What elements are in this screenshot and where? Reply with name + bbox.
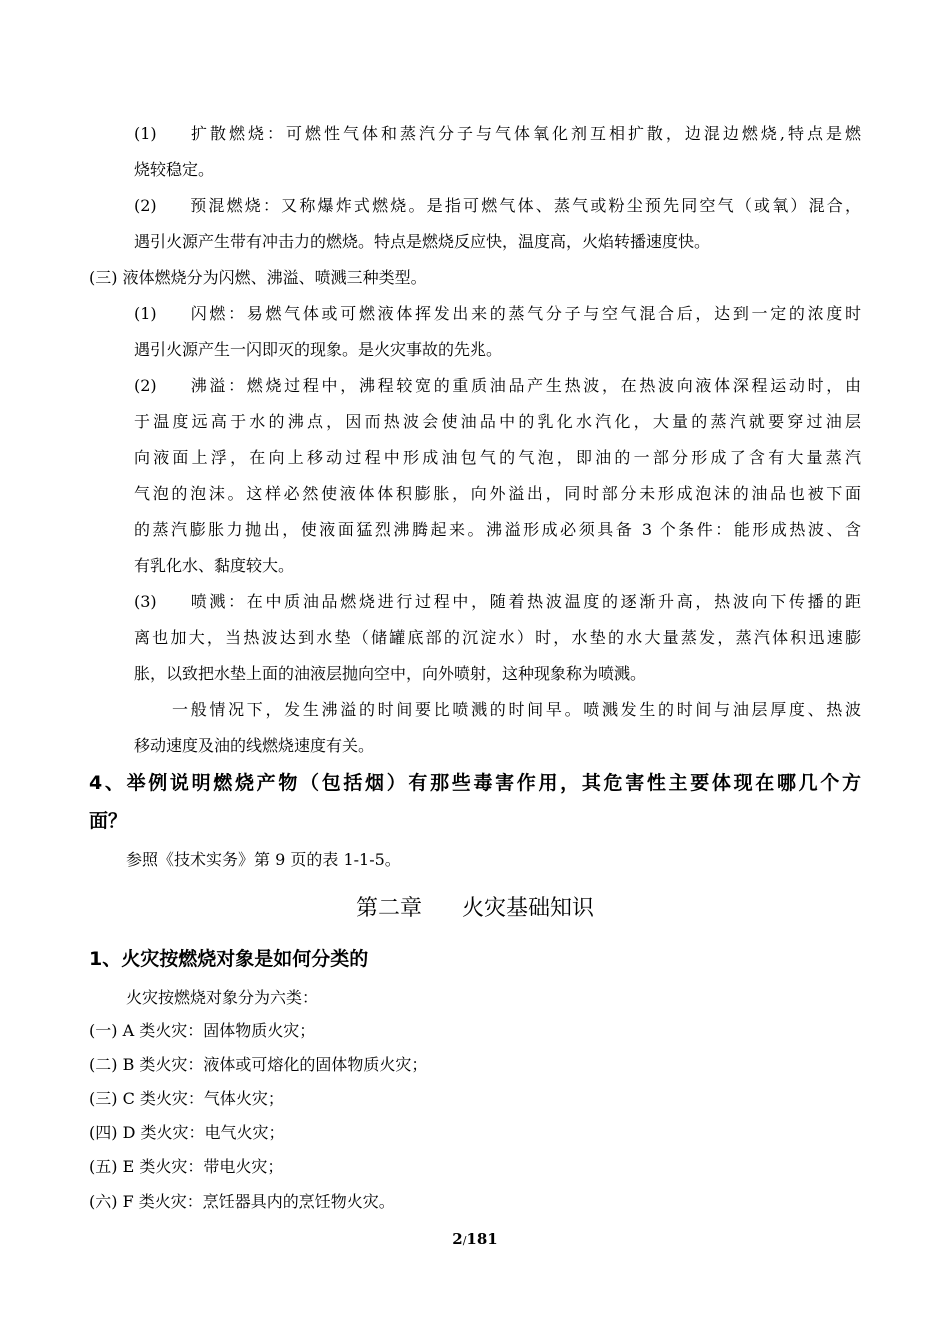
page-number bbox=[0, 1229, 950, 1251]
item-marker: (2) bbox=[134, 376, 157, 395]
chapter2-question-1: 1、火灾按燃烧对象是如何分类的 bbox=[89, 948, 369, 970]
para-premix-line1: (2) 预混燃烧：又称爆炸式燃烧。是指可燃气体、蒸气或粉尘预先同空气（或氧）混合， bbox=[134, 196, 861, 215]
para-flash-line2: 遇引火源产生一闪即灭的现象。是火灾事故的先兆。 bbox=[134, 340, 503, 359]
para-note-line2: 移动速度及油的线燃烧速度有关。 bbox=[134, 736, 375, 755]
question-4-answer: 参照《技术实务》第 9 页的表 1-1-5。 bbox=[126, 850, 401, 869]
question-4-line1: 4、举例说明燃烧产物（包括烟）有那些毒害作用，其危害性主要体现在哪几个方 bbox=[89, 772, 861, 794]
item-marker: (3) bbox=[134, 592, 157, 611]
list-item: (二) B 类火灾：液体或可熔化的固体物质火灾； bbox=[89, 1055, 428, 1074]
chapter-title bbox=[0, 895, 950, 923]
para-boilover-line2: 于温度远高于水的沸点，因而热波会使油品中的乳化水汽化，大量的蒸汽就要穿过油层 bbox=[134, 412, 861, 431]
para-note-line1: 一般情况下，发生沸溢的时间要比喷溅的时间早。喷溅发生的时间与油层厚度、热波 bbox=[172, 700, 861, 719]
para-boilover-line1: (2) 沸溢：燃烧过程中，沸程较宽的重质油品产生热波，在热波向液体深程运动时，由 bbox=[134, 376, 861, 395]
classification-intro: 火灾按燃烧对象分为六类： bbox=[126, 988, 319, 1007]
item-marker: (1) bbox=[134, 304, 157, 323]
chapter-name: 火灾基础知识 bbox=[462, 896, 595, 921]
current-page: 2 bbox=[452, 1230, 463, 1248]
para-boilover-line3: 向液面上浮，在向上移动过程中形成油包气的气泡，即油的一部分形成了含有大量蒸汽 bbox=[134, 448, 861, 467]
para-boilover-line6: 有乳化水、黏度较大。 bbox=[134, 556, 295, 575]
list-item: (四) D 类火灾：电气火灾； bbox=[89, 1123, 285, 1142]
para-splash-line2: 离也加大，当热波达到水垫（储罐底部的沉淀水）时，水垫的水大量蒸发，蒸汽体积迅速膨 bbox=[134, 628, 861, 647]
para-diffusion-line2: 烧较稳定。 bbox=[134, 160, 215, 179]
list-item: (三) C 类火灾：气体火灾； bbox=[89, 1089, 284, 1108]
para-boilover-line5: 的蒸汽膨胀力抛出，使液面猛烈沸腾起来。沸溢形成必须具备 3 个条件：能形成热波、含 bbox=[134, 520, 861, 539]
item-marker: (1) bbox=[134, 124, 157, 143]
para-splash-line1: (3) 喷溅：在中质油品燃烧进行过程中，随着热波温度的逐渐升高，热波向下传播的距 bbox=[134, 592, 861, 611]
page-separator: / bbox=[462, 1234, 467, 1247]
list-item: (一) A 类火灾：固体物质火灾； bbox=[89, 1021, 316, 1040]
section-heading-liquid: (三) 液体燃烧分为闪燃、沸溢、喷溅三种类型。 bbox=[89, 268, 427, 287]
item-marker: (2) bbox=[134, 196, 157, 215]
chapter-number: 第二章 bbox=[355, 896, 422, 921]
question-4-line2: 面？ bbox=[89, 810, 128, 832]
para-diffusion-line1: (1) 扩散燃烧：可燃性气体和蒸汽分子与气体氧化剂互相扩散，边混边燃烧,特点是燃 bbox=[134, 124, 861, 143]
para-boilover-line4: 气泡的泡沫。这样必然使液体体积膨胀，向外溢出，同时部分未形成泡沫的油品也被下面 bbox=[134, 484, 861, 503]
para-flash-line1: (1) 闪燃：易燃气体或可燃液体挥发出来的蒸气分子与空气混合后，达到一定的浓度时 bbox=[134, 304, 861, 323]
list-item: (六) F 类火灾：烹饪器具内的烹饪物火灾。 bbox=[89, 1192, 395, 1211]
total-pages: 181 bbox=[466, 1230, 498, 1248]
list-item: (五) E 类火灾：带电火灾； bbox=[89, 1157, 284, 1176]
para-premix-line2: 遇引火源产生带有冲击力的燃烧。特点是燃烧反应快，温度高，火焰转播速度快。 bbox=[134, 232, 711, 251]
para-splash-line3: 胀，以致把水垫上面的油液层抛向空中，向外喷射，这种现象称为喷溅。 bbox=[134, 664, 647, 683]
